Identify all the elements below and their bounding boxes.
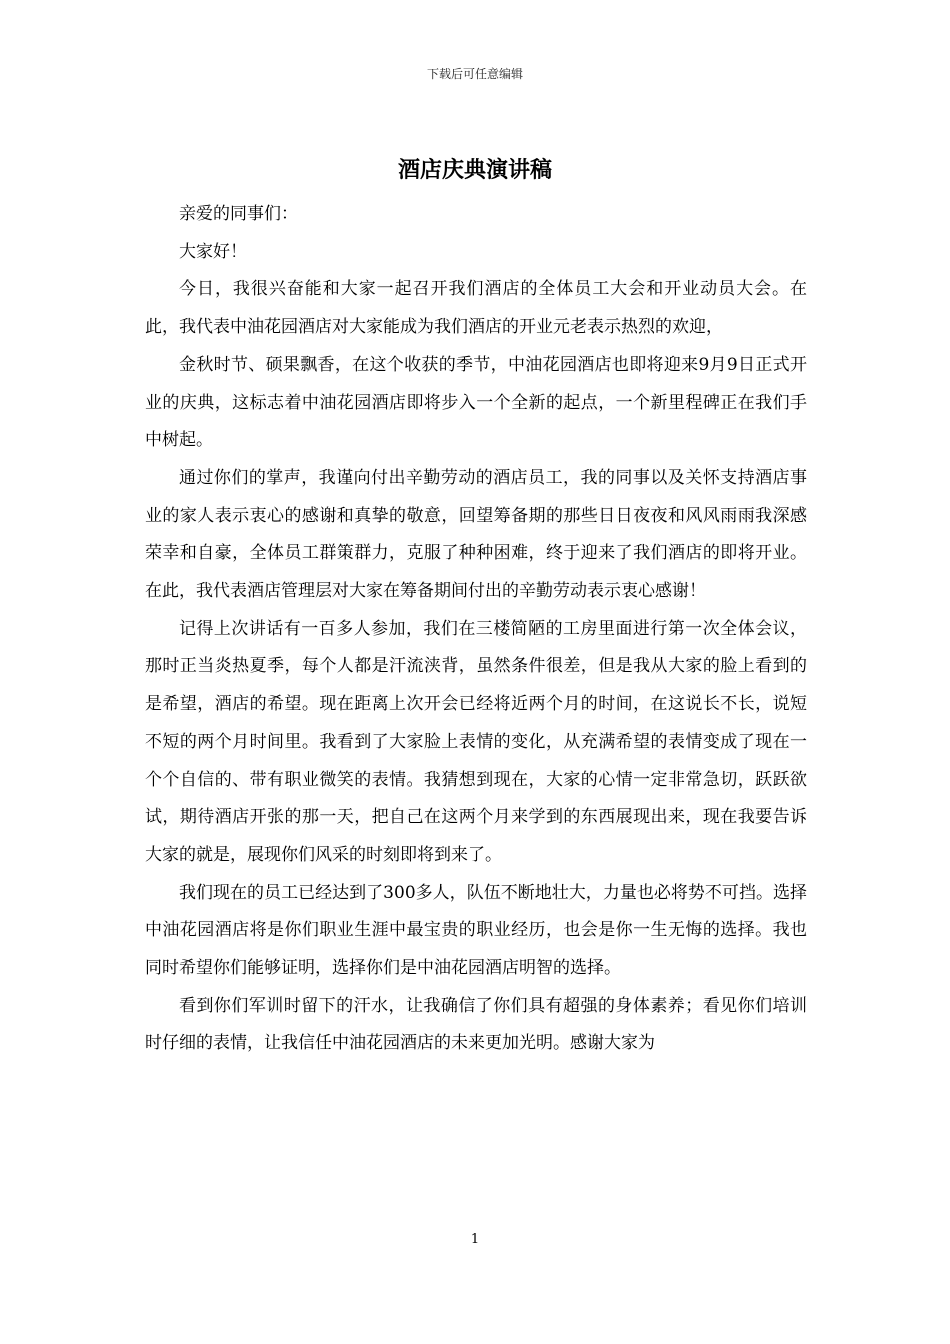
page-header: 下载后可任意编辑 [426, 67, 523, 81]
paragraph: 看到你们军训时留下的汗水，让我确信了你们具有超强的身体素养；看见你们培训时仔细的表情，让我信任中油花园酒店的未来更加光明。感谢大家为 [145, 995, 807, 1054]
paragraph: 今日，我很兴奋能和大家一起召开我们酒店的全体员工大会和开业动员大会。在此，我代表中油花园酒店对大家能成为我们酒店的开业元老表示热烈的欢迎， [145, 279, 807, 338]
paragraph: 我们现在的员工已经达到了300多人，队伍不断地壮大，力量也必将势不可挡。选择中油花园酒店将是你们职业生涯中最宝贵的职业经历，也会是你一生无悔的选择。我也同时希望你们能够证明，选择你们是中油花园酒店明智的选择。 [145, 882, 807, 979]
document-body [145, 196, 807, 1063]
paragraph: 记得上次讲话有一百多人参加，我们在三楼简陋的工房里面进行第一次全体会议，那时正当炎热夏季，每个人都是汗流浃背，虽然条件很差，但是我从大家的脸上看到的是希望，酒店的希望。现在距离上次开会已经将近两个月的时间，在这说长不长，说短不短的两个月时间里。我看到了大家脸上表情的变化，从充满希望的表情变成了现在一个个自信的、带有职业微笑的表情。我猜想到现在，大家的心情一定非常急切，跃跃欲试，期待酒店开张的那一天，把自己在这两个月来学到的东西展现出来，现在我要告诉大家的就是，展现你们风采的时刻即将到来了。 [145, 618, 807, 865]
paragraph: 通过你们的掌声，我谨向付出辛勤劳动的酒店员工，我的同事以及关怀支持酒店事业的家人表示衷心的感谢和真挚的敬意，回望筹备期的那些日日夜夜和风风雨雨我深感荣幸和自豪，全体员工群策群力，克服了种种困难，终于迎来了我们酒店的即将开业。在此，我代表酒店管理层对大家在筹备期间付出的辛勤劳动表示衷心感谢！ [145, 467, 807, 602]
paragraph-salutation: 亲爱的同事们： [179, 204, 298, 224]
document-title: 酒店庆典演讲稿 [397, 157, 552, 183]
paragraph-greeting: 大家好！ [179, 241, 247, 262]
paragraph: 金秋时节、硕果飘香，在这个收获的季节，中油花园酒店也即将迎来9月9日正式开业的庆典，这标志着中油花园酒店即将步入一个全新的起点，一个新里程碑正在我们手中树起。 [145, 354, 807, 451]
page-number: 1 [470, 1232, 480, 1247]
